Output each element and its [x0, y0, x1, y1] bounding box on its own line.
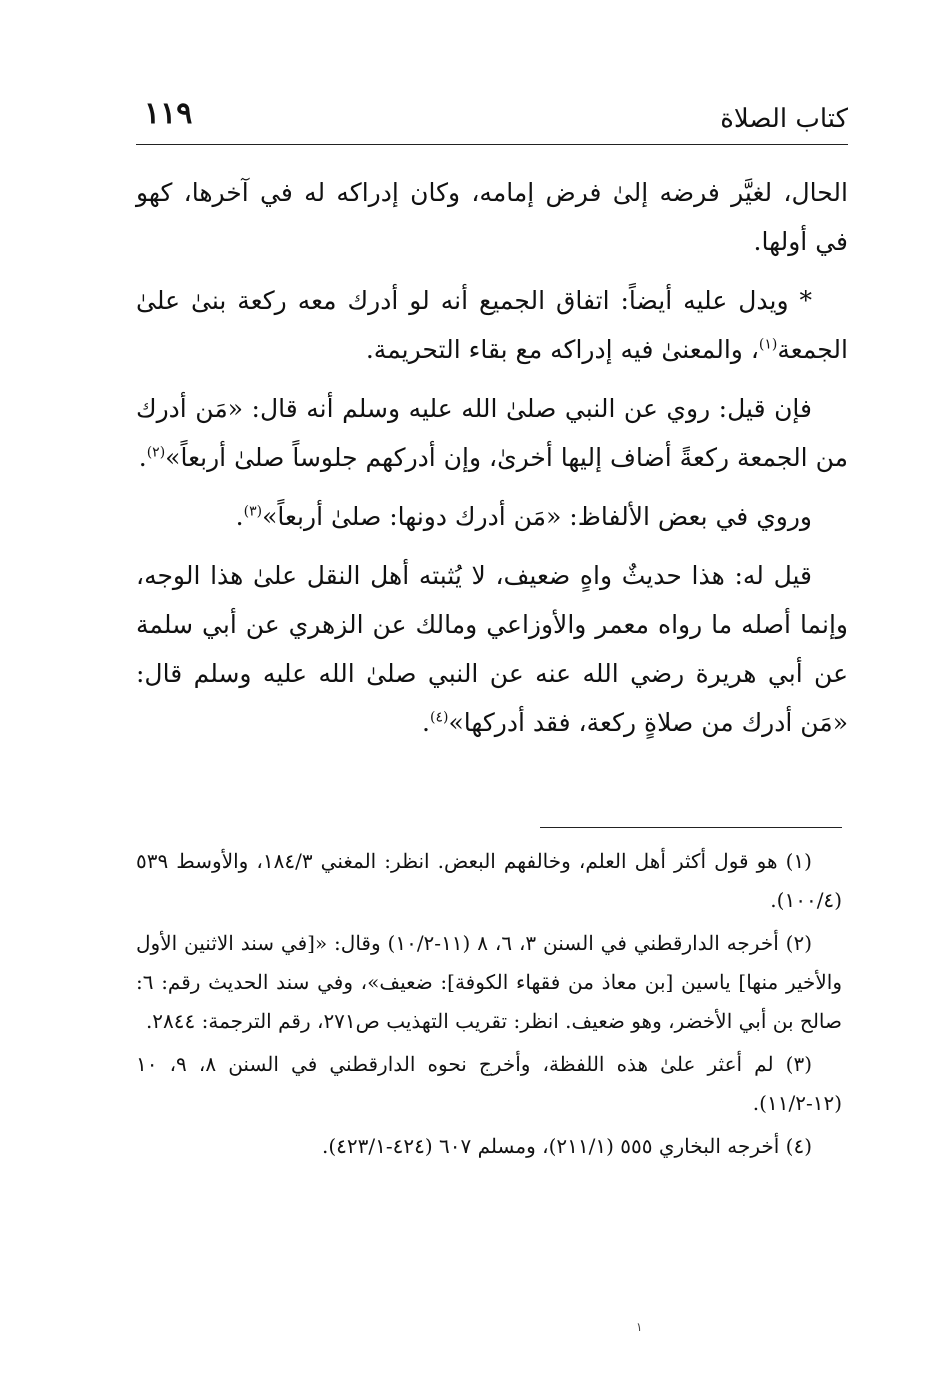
paragraph-text: قيل له: هذا حديثٌ واهٍ ضعيف، لا يُثبته أهل النقل علىٰ هذا الوجه، وإنما أصله ما رواه معمر والأوزاعي ومالك عن الزهري عن أبي سلمة عن أبي هريرة رضي الله عنه عن النبي صلىٰ الله عليه وسلم قال: «مَن أدرك من صلاةٍ ركعة، فقد أدركها»: [136, 561, 848, 737]
paragraph-text-continued: .: [138, 443, 147, 472]
paragraph-text-continued: .: [422, 708, 430, 737]
page-number: ١١٩: [144, 96, 193, 131]
paragraph-text-continued: ، والمعنىٰ فيه إدراكه مع بقاء التحريمة.: [365, 335, 759, 364]
main-text: [136, 168, 848, 757]
paragraph-text: الحال، لغيَّر فرضه إلىٰ فرض إمامه، وكان إدراكه له في آخرها، كهو في أولها.: [136, 178, 848, 256]
footnote: (١) هو قول أكثر أهل العلم، وخالفهم البعض. انظر: المغني ١٨٤/٣، والأوسط ٥٣٩ (١٠٠/٤).: [136, 849, 842, 912]
page-header: [136, 92, 848, 145]
running-title: كتاب الصلاة: [720, 104, 848, 134]
paragraph-text-continued: .: [235, 502, 244, 531]
paragraph-text: * ويدل عليه أيضاً: اتفاق الجميع أنه لو أدرك معه ركعة بنىٰ علىٰ الجمعة: [136, 286, 848, 364]
footnote: (٢) أخرجه الدارقطني في السنن ٣، ٦، ٨ (١١-١٠/٢) وقال: «[في سند الاثنين الأول والأخير منها] ياسين [بن معاذ من فقهاء الكوفة]: ضعيف»، وفي سند الحديث رقم: ٦: صالح بن أبي الأخضر، وهو ضعيف. انظر: تقريب التهذيب ص٢٧١، رقم الترجمة: ٢٨٤٤.: [136, 931, 842, 1033]
paragraph: [136, 492, 848, 541]
paragraph-text: وروي في بعض الألفاظ: «مَن أدرك دونها: صلىٰ أربعاً»: [262, 502, 812, 531]
bottom-mark: ١: [636, 1320, 643, 1334]
paragraph-text: فإن قيل: روي عن النبي صلىٰ الله عليه وسلم أنه قال: «مَن أدرك من الجمعة ركعةً أضاف إليها أخرىٰ، وإن أدركهم جلوساً صلىٰ أربعاً»: [136, 394, 848, 472]
footnote: (٤) أخرجه البخاري ٥٥٥ (٢١١/١)، ومسلم ٦٠٧ (٤٢٤-٤٢٣/١).: [321, 1134, 812, 1158]
paragraph: [136, 276, 848, 374]
paragraph: [136, 168, 848, 266]
footnotes: [136, 842, 842, 1170]
footnote: (٣) لم أعثر علىٰ هذه اللفظة، وأخرج نحوه الدارقطني في السنن ٨، ٩، ١٠ (١٢-١١/٢).: [136, 1052, 842, 1115]
footnote-divider: [540, 827, 842, 828]
footnote-reference: (١): [758, 336, 778, 353]
footnote-reference: (٤): [429, 709, 449, 726]
paragraph: [136, 551, 848, 747]
paragraph: [136, 384, 848, 482]
footnote-reference: (٣): [243, 503, 263, 520]
footnote-reference: (٢): [146, 444, 166, 461]
